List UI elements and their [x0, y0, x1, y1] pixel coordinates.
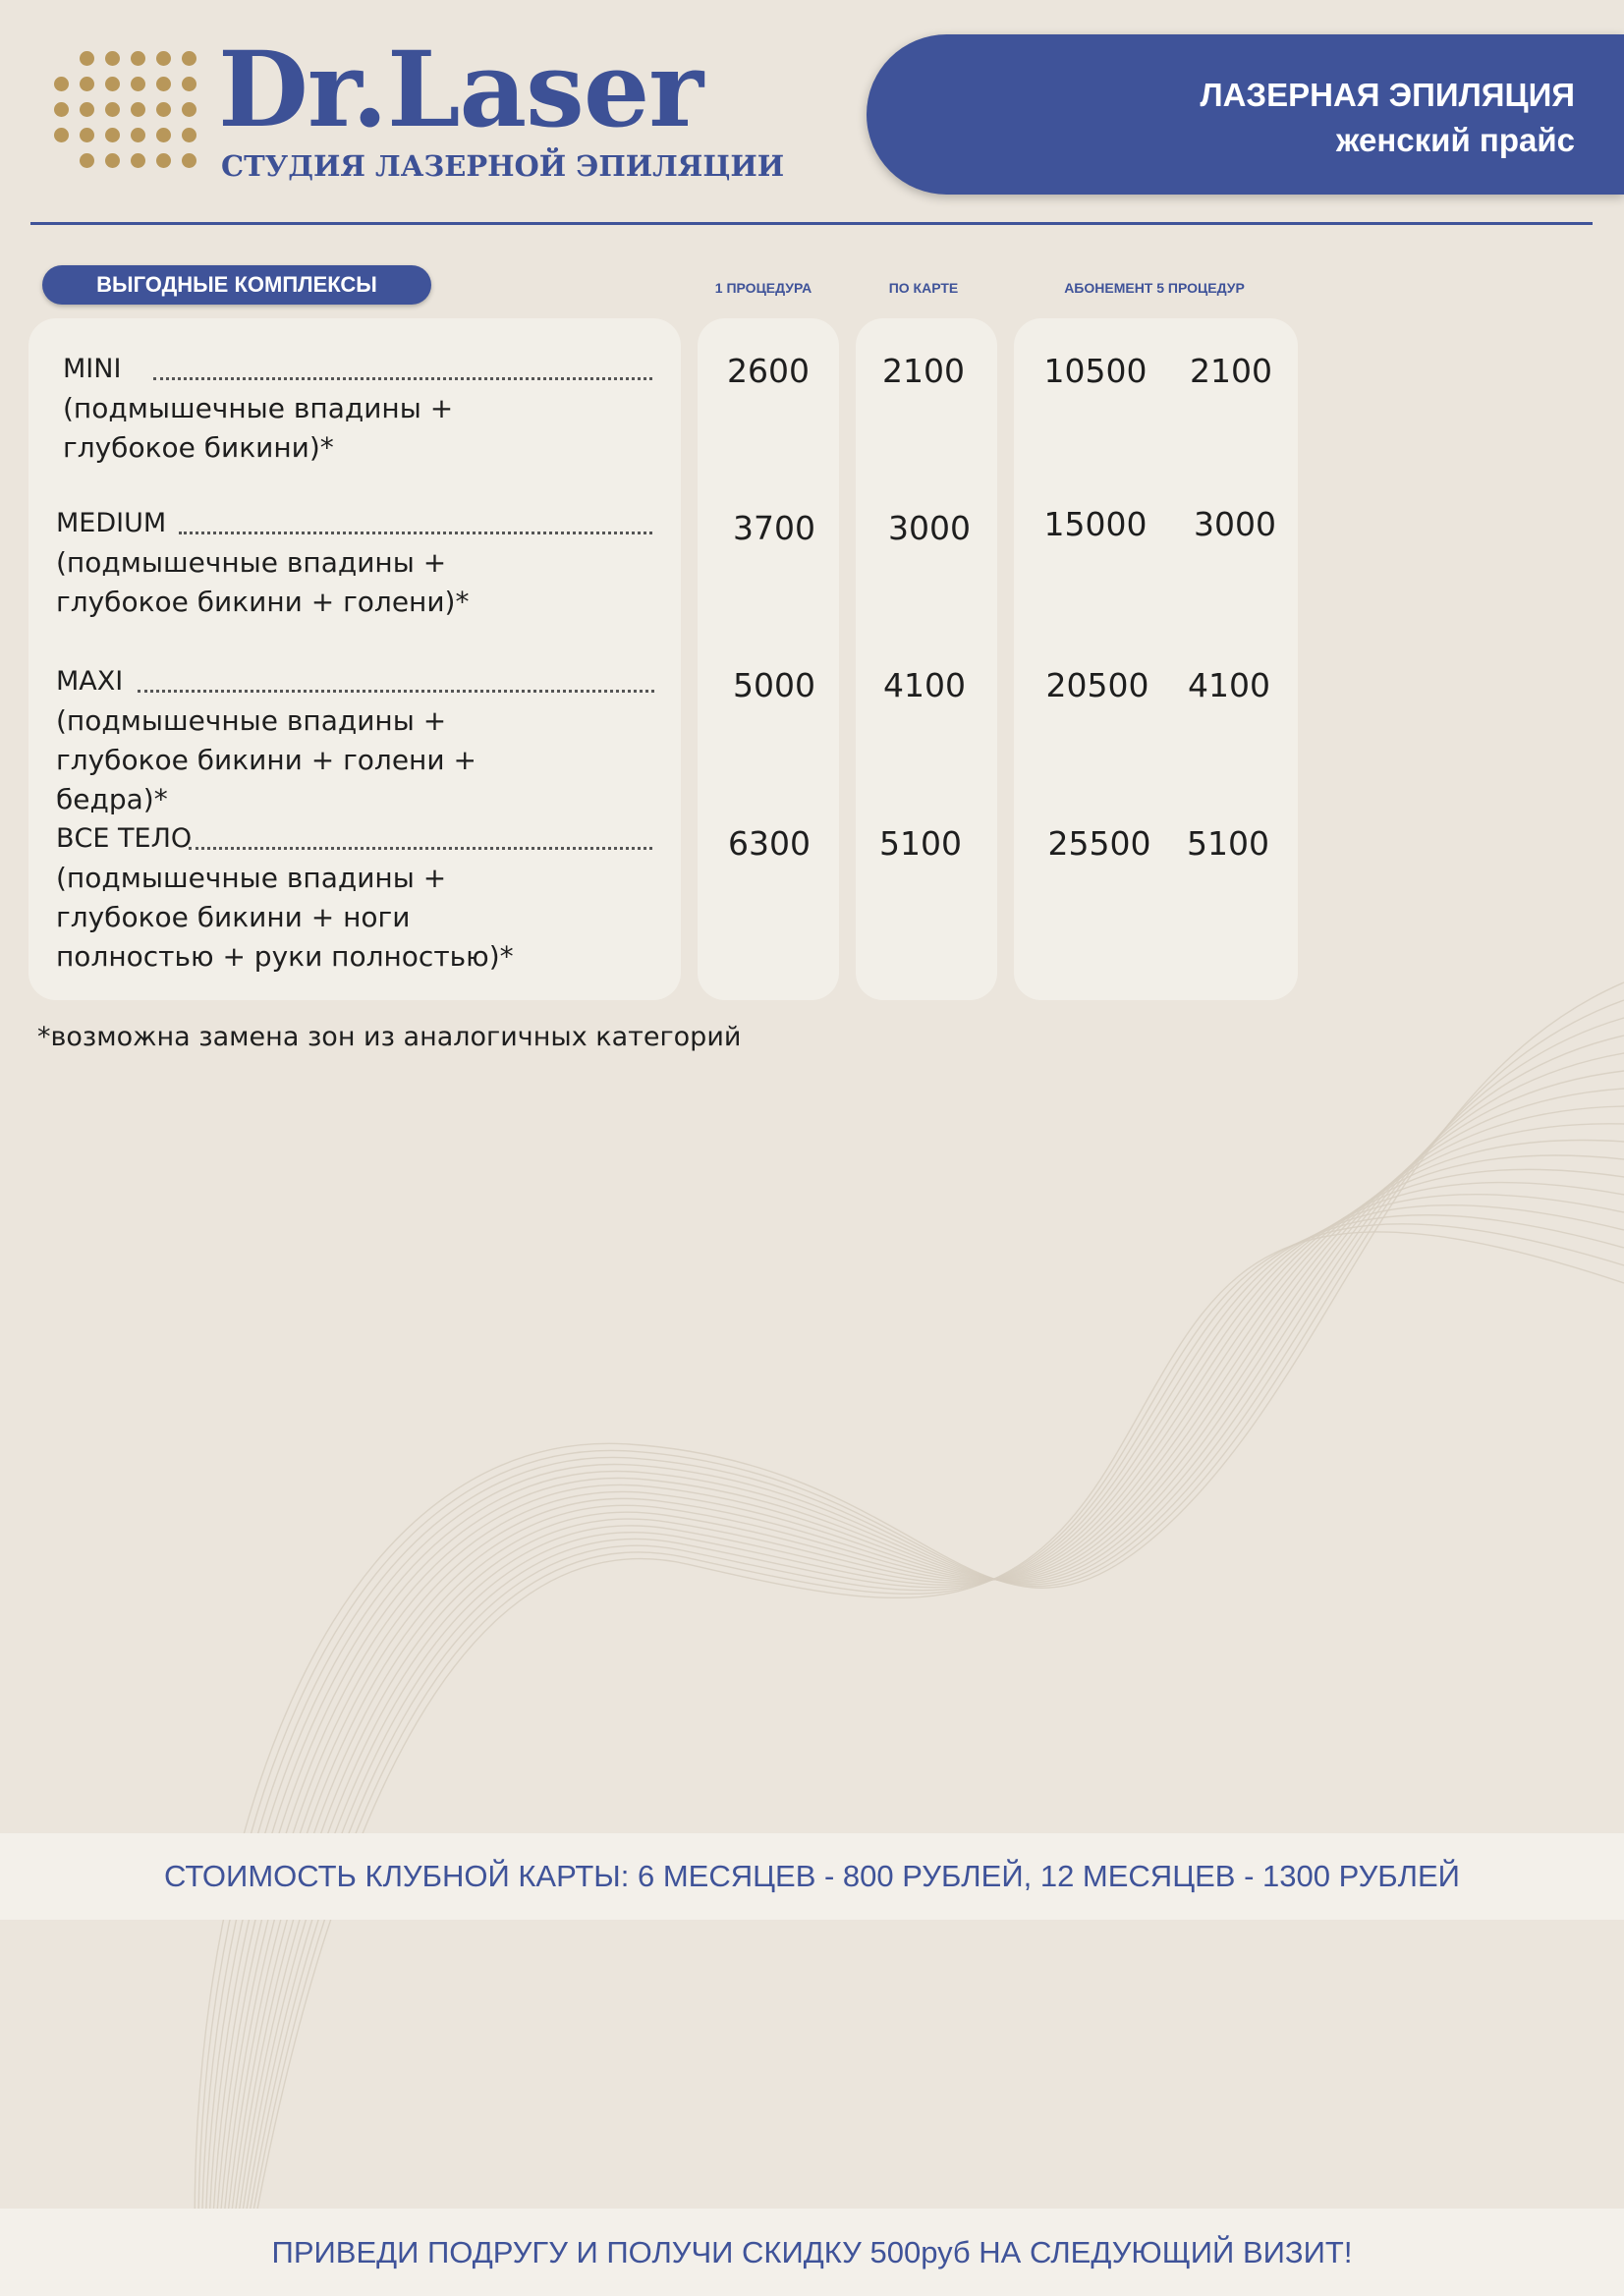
dot-leader	[179, 532, 652, 534]
abonement-price-panel	[1014, 318, 1298, 1000]
header-title: ЛАЗЕРНАЯ ЭПИЛЯЦИЯ	[1200, 77, 1575, 113]
footnote: *возможна замена зон из аналогичных категорий	[37, 1022, 742, 1052]
logo-dots-icon	[54, 51, 201, 189]
brand-name: Dr.Laser	[218, 28, 703, 150]
abonement-each: 2100	[1190, 352, 1272, 390]
card-price-panel	[856, 318, 997, 1000]
club-card-text: СТОИМОСТЬ КЛУБНОЙ КАРТЫ: 6 МЕСЯЦЕВ - 800 РУБЛЕЙ, 12 МЕСЯЦЕВ - 1300 РУБЛЕЙ	[164, 1859, 1460, 1893]
dot-leader	[189, 847, 652, 850]
abonement-each: 5100	[1187, 824, 1269, 863]
price-single: 2600	[727, 352, 810, 390]
price-card: 2100	[882, 352, 965, 390]
brand-subtitle: СТУДИЯ ЛАЗЕРНОЙ ЭПИЛЯЦИИ	[221, 149, 785, 183]
header-divider	[30, 222, 1593, 225]
column-header-card: ПО КАРТЕ	[888, 280, 959, 296]
section-badge: ВЫГОДНЫЕ КОМПЛЕКСЫ	[42, 265, 431, 305]
item-description: (подмышечные впадины + глубокое бикини + голени)*	[56, 546, 470, 618]
price-single: 3700	[733, 509, 815, 547]
item-description: (подмышечные впадины + глубокое бикини + голени + бедра)*	[56, 704, 476, 815]
abonement-total: 25500	[1047, 824, 1151, 863]
item-name: ВСЕ ТЕЛО	[56, 823, 193, 854]
dot-leader	[153, 377, 652, 380]
abonement-total: 20500	[1045, 666, 1149, 704]
dot-leader	[138, 690, 654, 693]
price-single: 6300	[728, 824, 811, 863]
item-description: (подмышечные впадины + глубокое бикини)*	[63, 392, 454, 464]
item-description: (подмышечные впадины + глубокое бикини + ноги полностью + руки полностью)*	[56, 862, 514, 973]
single-price-panel	[698, 318, 839, 1000]
abonement-total: 10500	[1043, 352, 1148, 390]
promo-text: ПРИВЕДИ ПОДРУГУ И ПОЛУЧИ СКИДКУ 500руб НА СЛЕДУЮЩИЙ ВИЗИТ!	[271, 2235, 1353, 2269]
price-card: 5100	[879, 824, 962, 863]
abonement-each: 3000	[1194, 505, 1276, 543]
price-card: 4100	[883, 666, 966, 704]
abonement-total: 15000	[1043, 505, 1148, 543]
item-name: MAXI	[56, 666, 124, 697]
header-subtitle: женский прайс	[1336, 122, 1575, 158]
abonement-each: 4100	[1188, 666, 1270, 704]
price-card: 3000	[888, 509, 971, 547]
item-name: MINI	[63, 354, 122, 384]
item-name: MEDIUM	[56, 508, 167, 538]
header-banner	[867, 34, 1624, 195]
column-header-abonement: АБОНЕМЕНТ 5 ПРОЦЕДУР	[1064, 280, 1245, 296]
price-single: 5000	[733, 666, 815, 704]
column-header-single: 1 ПРОЦЕДУРА	[714, 280, 812, 296]
